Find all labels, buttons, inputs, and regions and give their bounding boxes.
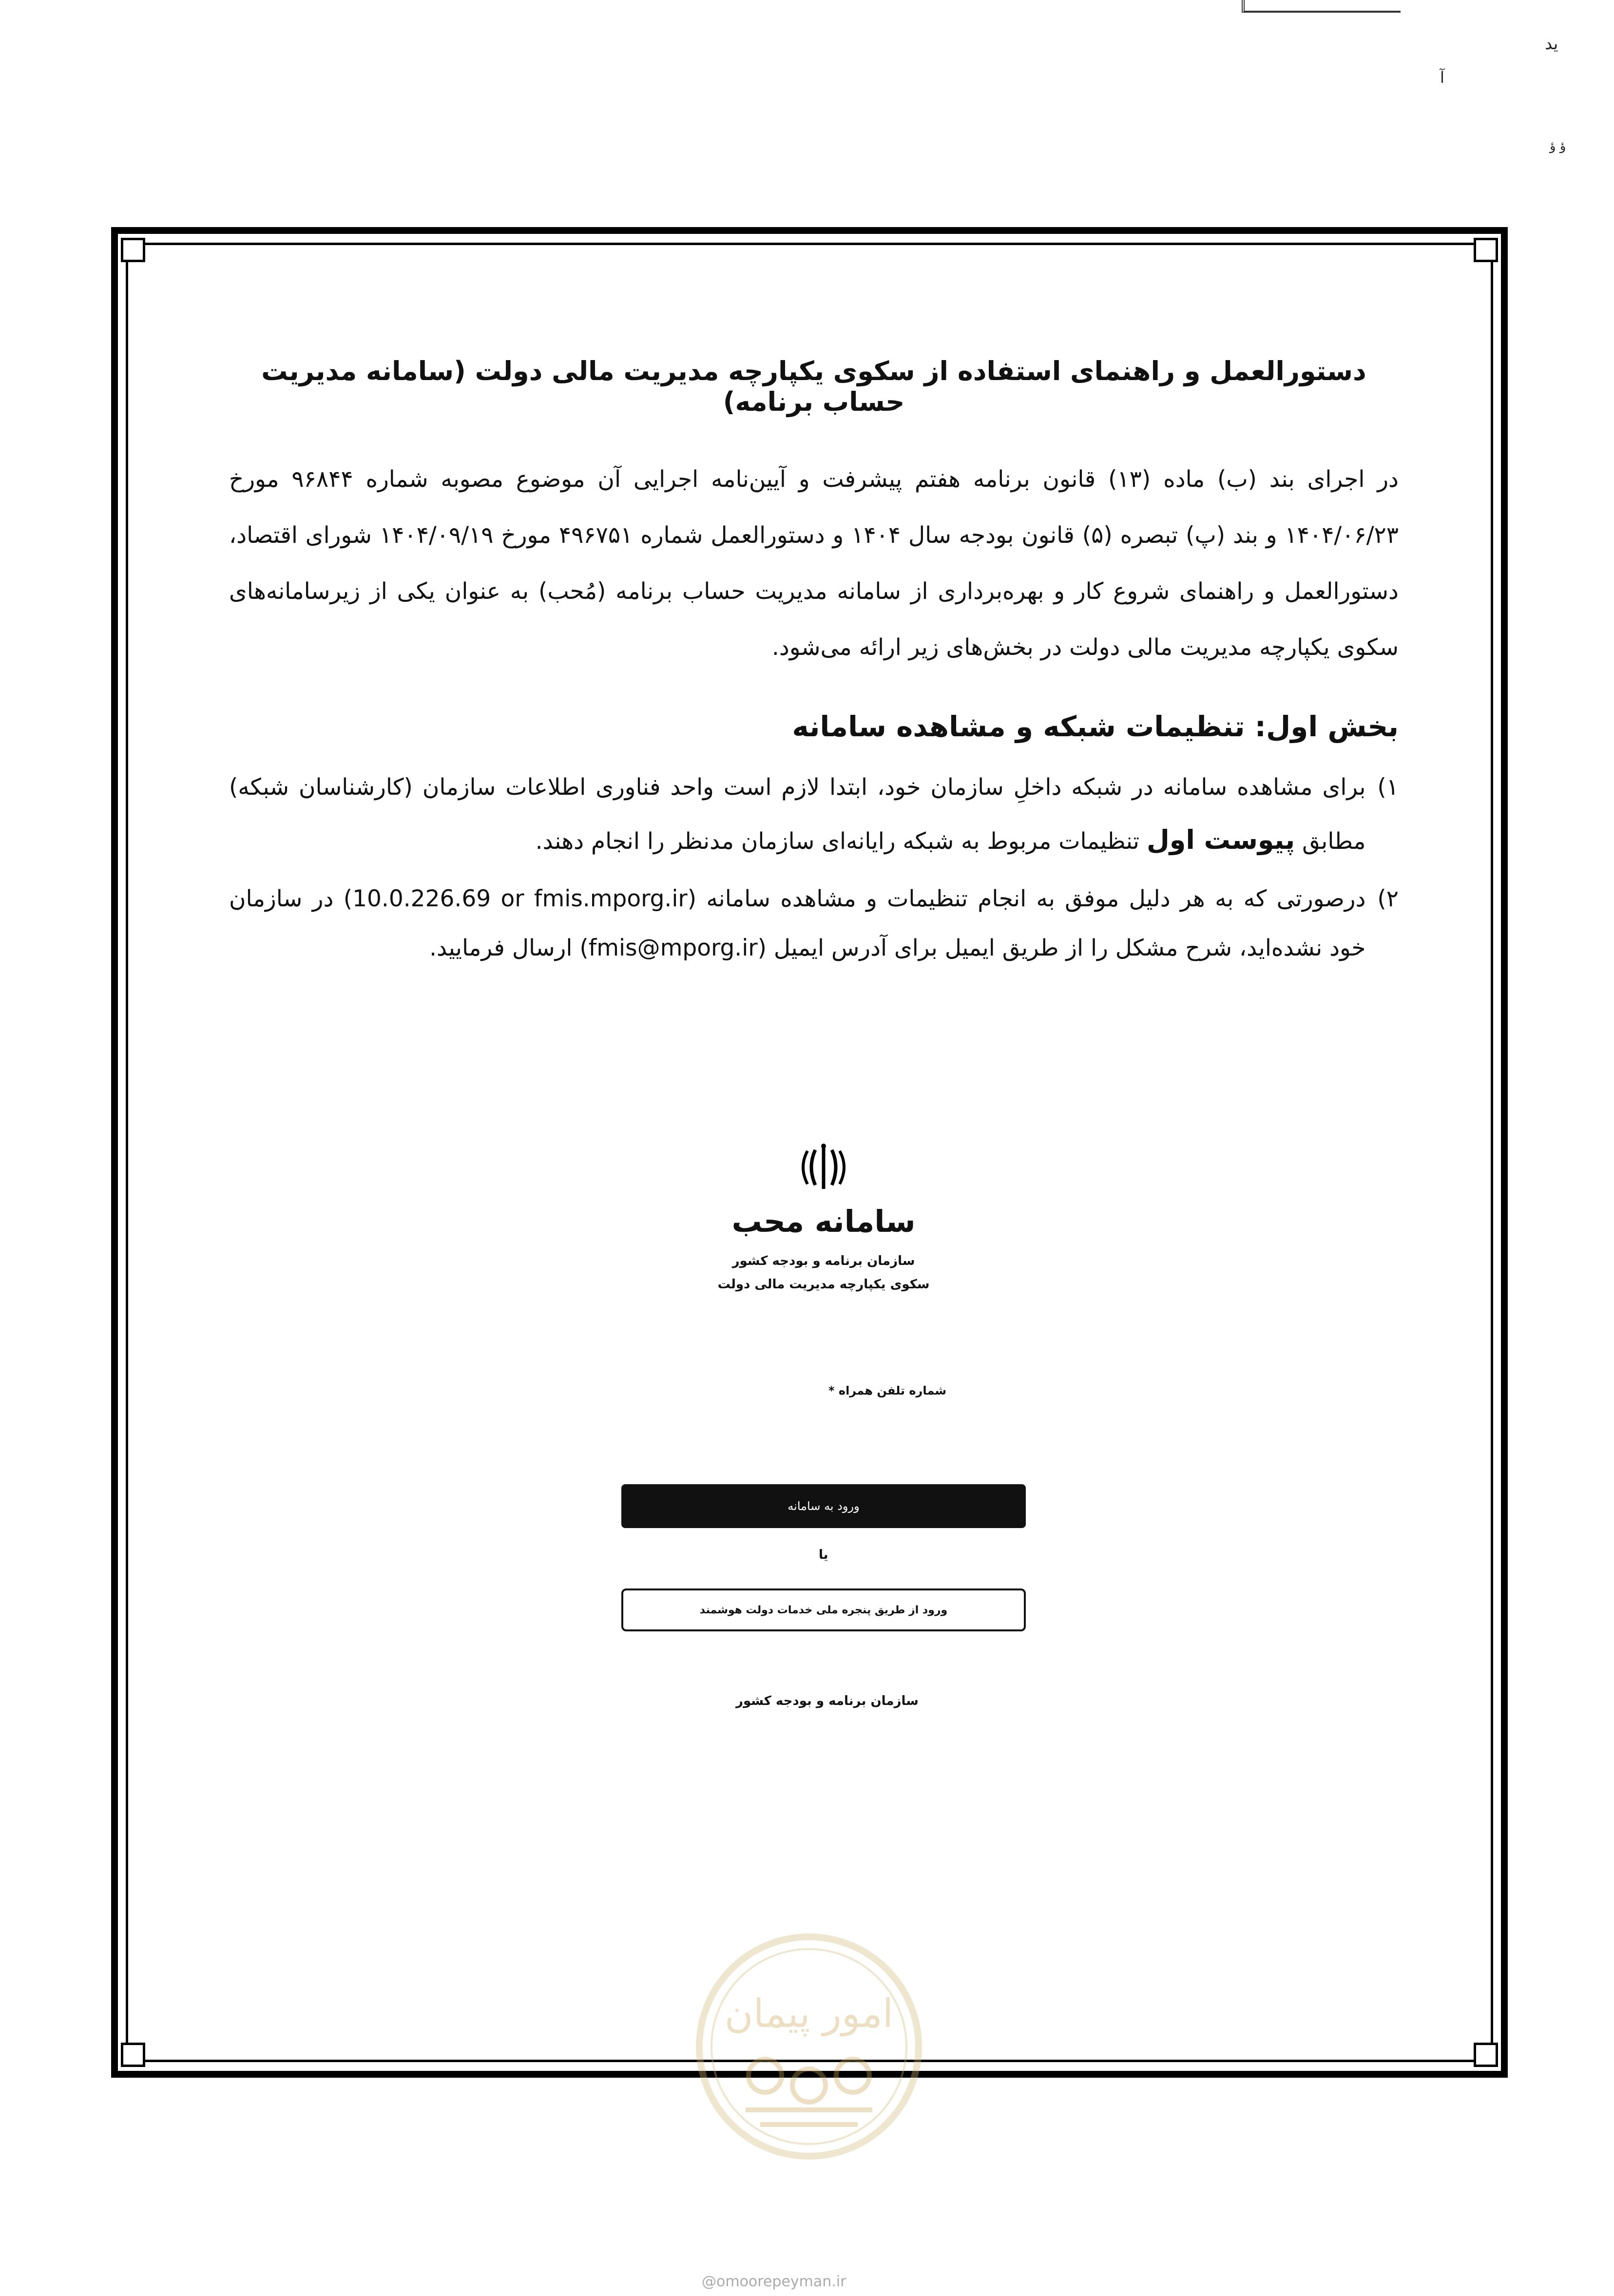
- list-item: [229, 874, 1399, 973]
- national-window-login-button[interactable]: ورود از طریق پنجره ملی خدمات دولت هوشمند: [621, 1588, 1026, 1631]
- iran-emblem-icon: [797, 1140, 850, 1194]
- border-corner-bottom-left: [121, 2043, 145, 2067]
- scan-header-rule: [1242, 0, 1401, 13]
- border-corner-bottom-right: [1474, 2043, 1498, 2067]
- document-title: دستورالعمل و راهنمای استفاده از سکوی یکپارچه مدیریت مالی دولت (سامانه مدیریت حساب برنامه): [261, 356, 1366, 417]
- list-item-text: [229, 763, 1365, 868]
- list-item-text: [229, 874, 1365, 973]
- app-title: سامانه محب: [731, 1204, 916, 1239]
- margin-mark-1: ید: [1545, 34, 1558, 54]
- or-divider: یا: [819, 1548, 828, 1562]
- footer-organization: سازمان برنامه و بودجه کشور: [736, 1694, 919, 1708]
- margin-mark-2: آ: [1440, 68, 1444, 87]
- platform-name: سکوی یکپارچه مدیریت مالی دولت: [717, 1277, 930, 1292]
- watermark-logo: [692, 1930, 926, 2163]
- phone-number-label: شماره تلفن همراه *: [828, 1384, 947, 1397]
- login-button[interactable]: ورود به سامانه: [621, 1484, 1026, 1528]
- document-body: [229, 336, 1399, 978]
- section-1-title: بخش اول: تنظیمات شبکه و مشاهده سامانه: [792, 709, 1399, 743]
- item-1-text-b: تنظیمات مربوط به شبکه رایانه‌ای سازمان مدنظر را انجام دهند.: [535, 827, 1139, 855]
- border-corner-top-left: [121, 238, 145, 262]
- item-2-text-c: ارسال فرمایید.: [429, 934, 573, 961]
- margin-mark-3: ؤ ؤ: [1550, 139, 1566, 153]
- list-item: [229, 763, 1399, 868]
- item-2-text-b: در سازمان خود نشده‌اید، شرح مشکل را از طریق ایمیل برای آدرس ایمیل: [229, 885, 1366, 961]
- item-2-text-a: درصورتی که به هر دلیل موفق به انجام تنظیمات و مشاهده سامانه: [706, 885, 1366, 912]
- organization-name: سازمان برنامه و بودجه کشور: [732, 1254, 915, 1268]
- item-1-annex-ref: پیوست اول: [1146, 824, 1295, 855]
- login-screenshot: [619, 1140, 1028, 1292]
- list-item-number: ۲): [1377, 885, 1399, 912]
- border-corner-top-right: [1474, 238, 1498, 262]
- intro-paragraph: در اجرای بند (ب) ماده (۱۳) قانون برنامه هفتم پیشرفت و آیین‌نامه اجرایی آن موضوع مصوبه شماره ۹۶۸۴۴ مورخ ۱۴۰۴/۰۶/۲۳ و بند (پ) تبصره (۵) قانون بودجه سال ۱۴۰۴ و دستورالعمل شماره ۴۹۶۷۵۱ مورخ ۱۴۰۴/۰۹/۱۹ شورای اقتصاد، دستورالعمل و راهنمای شروع کار و بهره‌برداری از سامانه مدیریت حساب برنامه (مُحب) به عنوان یکی از زیرسامانه‌های سکوی یکپارچه مدیریت مالی دولت در بخش‌های زیر ارائه می‌شود.: [229, 466, 1399, 661]
- list-item-number: ۱): [1377, 773, 1399, 801]
- item-1-text-a: برای مشاهده سامانه در شبکه داخلِ سازمان خود، ابتدا لازم است واحد فناوری اطلاعات سازمان (کارشناسان شبکه) مطابق: [229, 773, 1366, 855]
- item-2-email: (fmis@mporg.ir): [579, 934, 767, 961]
- watermark-url: @omoorepeyman.ir: [702, 2273, 846, 2290]
- item-2-address: (10.0.226.69 or fmis.mporg.ir): [343, 885, 697, 912]
- watermark-text: امور پیمان: [724, 1991, 894, 2036]
